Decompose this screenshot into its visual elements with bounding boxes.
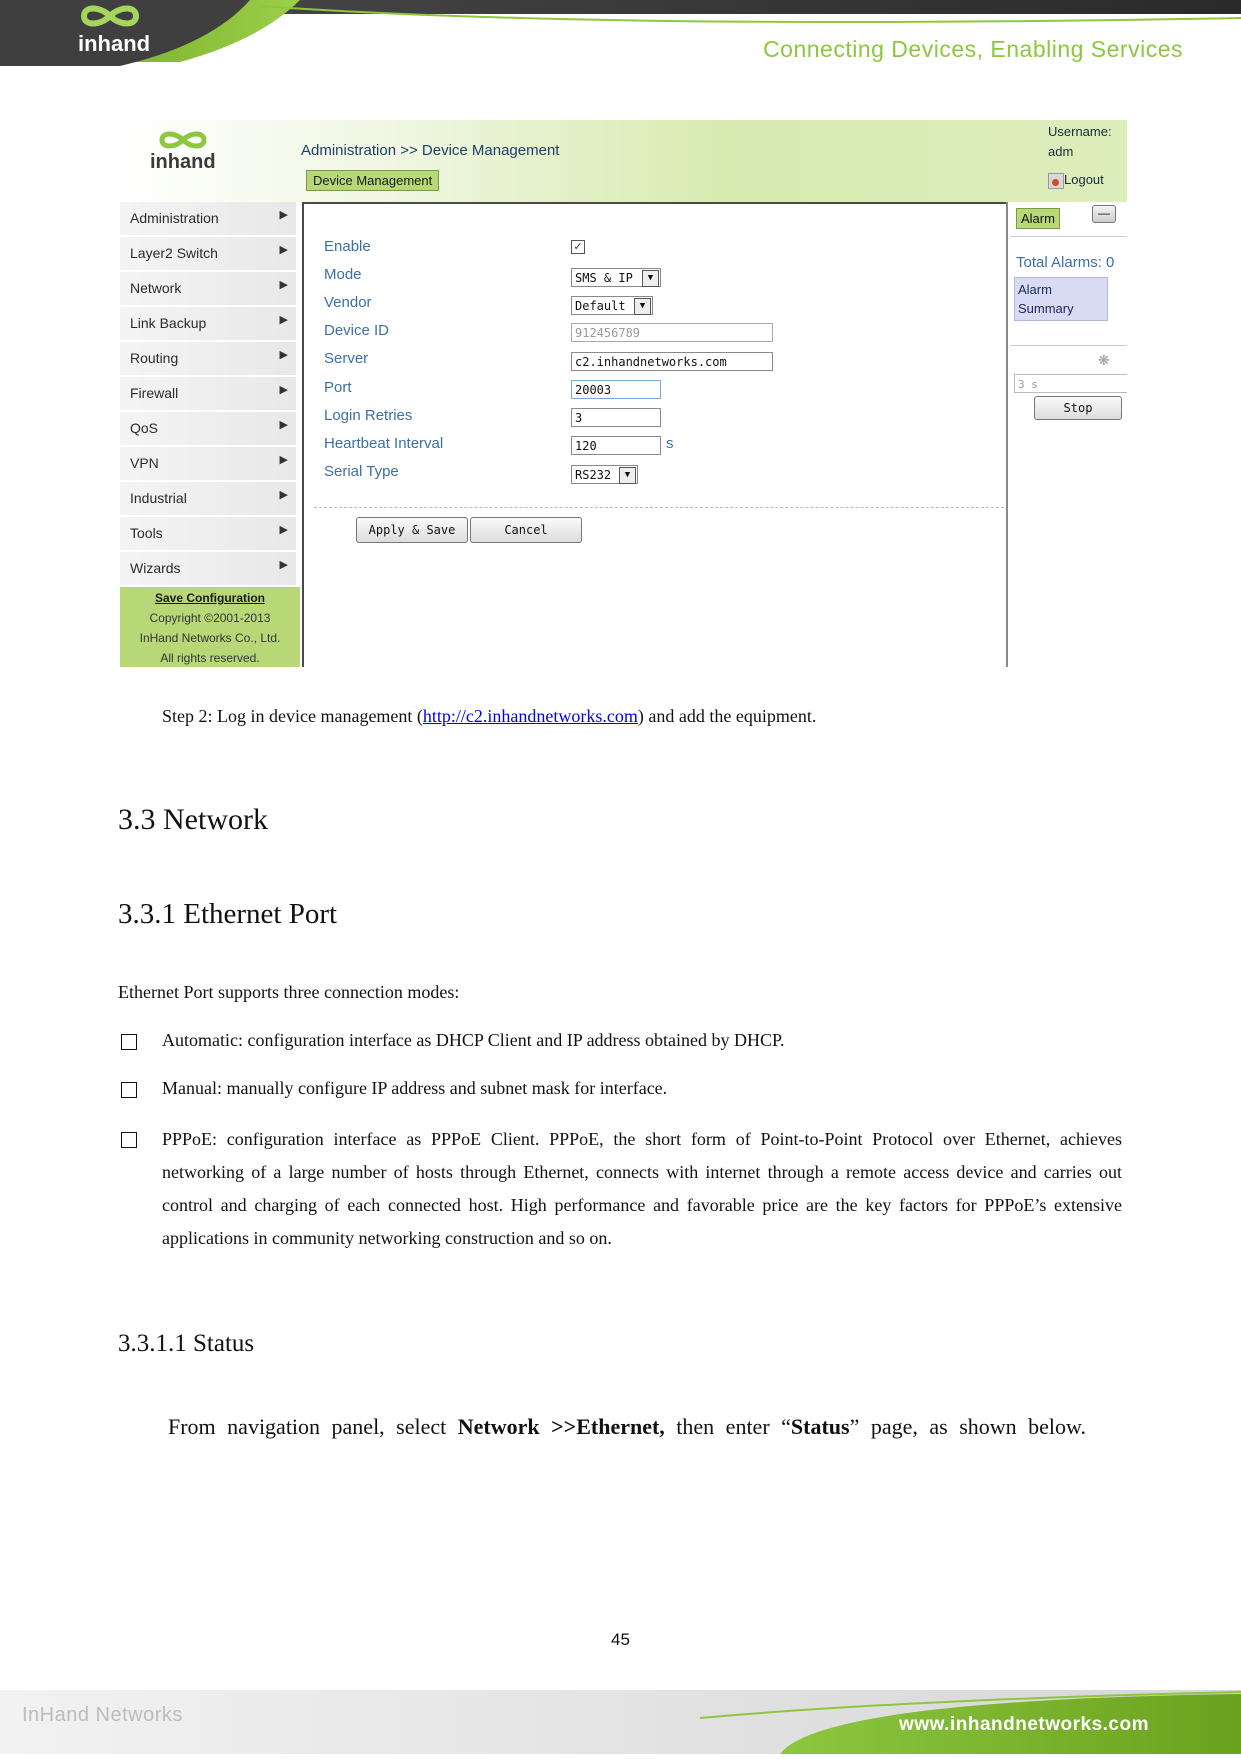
sidebar-item-link-backup[interactable] bbox=[120, 307, 296, 342]
chevron-right-icon: ▶ bbox=[279, 559, 288, 571]
chevron-right-icon: ▶ bbox=[279, 419, 288, 431]
sidebar-item-label: Administration bbox=[130, 210, 219, 226]
dropdown-arrow-icon: ▼ bbox=[634, 298, 651, 315]
logout-link[interactable] bbox=[1048, 172, 1104, 189]
user-info bbox=[1048, 122, 1112, 162]
stop-button[interactable]: Stop bbox=[1034, 396, 1122, 420]
sidebar-item-label: Routing bbox=[130, 350, 179, 366]
device-management-form bbox=[302, 202, 1006, 667]
device-id-input[interactable]: 912456789 bbox=[571, 323, 773, 342]
vendor-label: Vendor bbox=[324, 294, 372, 311]
sidebar-item-label: Link Backup bbox=[130, 315, 207, 331]
server-input[interactable]: c2.inhandnetworks.com bbox=[571, 352, 773, 371]
sidebar-item-label: Wizards bbox=[130, 560, 181, 576]
sidebar-item-label: Tools bbox=[130, 525, 163, 541]
mode-value: SMS & IP bbox=[575, 271, 633, 285]
status-text: From navigation panel, select bbox=[168, 1414, 458, 1439]
chevron-right-icon: ▶ bbox=[279, 384, 288, 396]
sidebar-item-vpn[interactable] bbox=[120, 447, 296, 482]
sidebar-item-wizards[interactable] bbox=[120, 552, 296, 587]
breadcrumb: Administration >> Device Management bbox=[301, 142, 560, 159]
footer-company: InHand Networks bbox=[22, 1704, 183, 1726]
chevron-right-icon: ▶ bbox=[279, 454, 288, 466]
step2-paragraph bbox=[162, 700, 816, 733]
chevron-right-icon: ▶ bbox=[279, 244, 288, 256]
bullet-manual: Manual: manually configure IP address and subnet mask for interface. bbox=[162, 1078, 668, 1098]
sidebar-item-administration[interactable] bbox=[120, 202, 296, 237]
heartbeat-interval-label: Heartbeat Interval bbox=[324, 435, 444, 452]
chevron-right-icon: ▶ bbox=[279, 489, 288, 501]
minimize-button[interactable] bbox=[1092, 205, 1116, 223]
sidebar-item-industrial[interactable] bbox=[120, 482, 296, 517]
step2-text: Step 2: Log in device management ( bbox=[162, 706, 423, 726]
heading-status: 3.3.1.1 Status bbox=[118, 1330, 255, 1357]
alarm-divider bbox=[1010, 345, 1127, 346]
form-divider bbox=[314, 507, 1004, 508]
sidebar-item-layer2-switch[interactable] bbox=[120, 237, 296, 272]
vendor-select[interactable] bbox=[571, 296, 653, 315]
sidebar-item-label: Layer2 Switch bbox=[130, 245, 218, 261]
chevron-right-icon: ▶ bbox=[279, 279, 288, 291]
sidebar-item-label: Firewall bbox=[130, 385, 179, 401]
screenshot-top-bar bbox=[120, 120, 1127, 202]
sidebar-item-qos[interactable] bbox=[120, 412, 296, 447]
header-logo bbox=[78, 4, 150, 57]
alarm-divider bbox=[1010, 236, 1127, 237]
sidebar-item-label: Network bbox=[130, 280, 182, 296]
logout-label: Logout bbox=[1064, 172, 1104, 187]
tab-device-management[interactable]: Device Management bbox=[306, 170, 439, 191]
intro-paragraph: Ethernet Port supports three connection modes: bbox=[118, 982, 460, 1002]
header-logo-text: inhand bbox=[78, 31, 151, 56]
heartbeat-interval-input[interactable]: 120 bbox=[571, 436, 661, 455]
save-configuration-link[interactable]: Save Configuration bbox=[154, 591, 265, 605]
apply-save-button[interactable]: Apply & Save bbox=[356, 517, 468, 543]
sidebar-item-firewall[interactable] bbox=[120, 377, 296, 412]
header-slogan: Connecting Devices, Enabling Services bbox=[763, 36, 1183, 62]
username-label: Username: bbox=[1048, 124, 1112, 139]
port-label: Port bbox=[324, 379, 352, 396]
enable-checkbox[interactable]: ✓ bbox=[571, 240, 585, 254]
status-text-end: ” page, as shown below. bbox=[849, 1414, 1086, 1439]
port-input[interactable]: 20003 bbox=[571, 380, 661, 399]
cancel-button[interactable]: Cancel bbox=[470, 517, 582, 543]
status-nav-path: Network >>Ethernet, bbox=[457, 1414, 665, 1439]
heading-network: 3.3 Network bbox=[118, 803, 268, 836]
mode-select[interactable] bbox=[571, 268, 661, 287]
rights-text: All rights reserved. bbox=[160, 651, 260, 665]
step2-text-end: ) and add the equipment. bbox=[637, 706, 817, 726]
dropdown-arrow-icon: ▼ bbox=[619, 467, 636, 484]
screenshot-logo-text: inhand bbox=[150, 151, 216, 173]
copyright-text: Copyright ©2001-2013 bbox=[149, 611, 271, 625]
serial-type-label: Serial Type bbox=[324, 463, 399, 480]
minus-icon: — bbox=[1098, 206, 1110, 220]
alarm-panel bbox=[1006, 202, 1127, 667]
sidebar-item-routing[interactable] bbox=[120, 342, 296, 377]
status-text-mid: then enter “ bbox=[664, 1414, 791, 1439]
sidebar-footer bbox=[120, 587, 300, 667]
company-text: InHand Networks Co., Ltd. bbox=[139, 631, 281, 645]
username-value: adm bbox=[1048, 144, 1074, 159]
alarm-summary-link[interactable]: Alarm Summary bbox=[1014, 277, 1108, 321]
sidebar-item-tools[interactable] bbox=[120, 517, 296, 552]
device-management-link[interactable]: http://c2.inhandnetworks.com bbox=[422, 706, 638, 726]
logo-infinity-icon bbox=[157, 130, 209, 150]
chevron-right-icon: ▶ bbox=[279, 209, 288, 221]
chevron-right-icon: ▶ bbox=[279, 524, 288, 536]
sidebar-item-label: Industrial bbox=[130, 490, 187, 506]
bullet-pppoe: PPPoE: configuration interface as PPPoE Client. PPPoE, the short form of Point-to-Point Protocol over Ethernet, achieves networking of a large number of hosts through Ethernet, connects with internet through a remote access device and carries out control and charging of each connected host. High performance and favorable price are the key factors for PPPoE’s extensive applications in community networking construction and so on. bbox=[162, 1129, 1122, 1248]
serial-type-select[interactable] bbox=[571, 465, 638, 484]
total-alarms: Total Alarms: 0 bbox=[1016, 254, 1115, 271]
server-label: Server bbox=[324, 350, 369, 367]
heartbeat-unit: s bbox=[666, 435, 674, 452]
enable-label: Enable bbox=[324, 238, 371, 255]
bullet-square-icon bbox=[121, 1132, 137, 1148]
bullet-automatic: Automatic: configuration interface as DHCP Client and IP address obtained by DHCP. bbox=[162, 1030, 785, 1050]
dropdown-arrow-icon: ▼ bbox=[642, 270, 659, 287]
serial-type-value: RS232 bbox=[575, 468, 612, 482]
sidebar-item-network[interactable] bbox=[120, 272, 296, 307]
sidebar-item-label: QoS bbox=[130, 420, 159, 436]
footer-website: www.inhandnetworks.com bbox=[899, 1714, 1149, 1735]
screenshot-logo bbox=[150, 130, 216, 174]
page-number: 45 bbox=[611, 1630, 630, 1649]
heading-ethernet-port: 3.3.1 Ethernet Port bbox=[118, 898, 338, 930]
logo-infinity-icon bbox=[78, 4, 142, 28]
bullet-square-icon bbox=[121, 1034, 137, 1050]
chevron-right-icon: ▶ bbox=[279, 314, 288, 326]
sidebar-item-label: VPN bbox=[130, 455, 159, 471]
logout-icon bbox=[1048, 173, 1064, 189]
chevron-right-icon: ▶ bbox=[279, 349, 288, 361]
refresh-interval-field[interactable]: 3 s bbox=[1014, 374, 1127, 393]
device-id-label: Device ID bbox=[324, 322, 390, 339]
mode-label: Mode bbox=[324, 266, 362, 283]
device-management-screenshot bbox=[120, 120, 1127, 667]
tab-alarm[interactable]: Alarm bbox=[1016, 208, 1060, 229]
vendor-value: Default bbox=[575, 299, 626, 313]
login-retries-label: Login Retries bbox=[324, 407, 413, 424]
loading-spinner-icon: ❋ bbox=[1098, 352, 1110, 368]
bullet-square-icon bbox=[121, 1082, 137, 1098]
status-paragraph bbox=[118, 1410, 1122, 1443]
status-page-name: Status bbox=[790, 1414, 850, 1439]
login-retries-input[interactable]: 3 bbox=[571, 408, 661, 427]
